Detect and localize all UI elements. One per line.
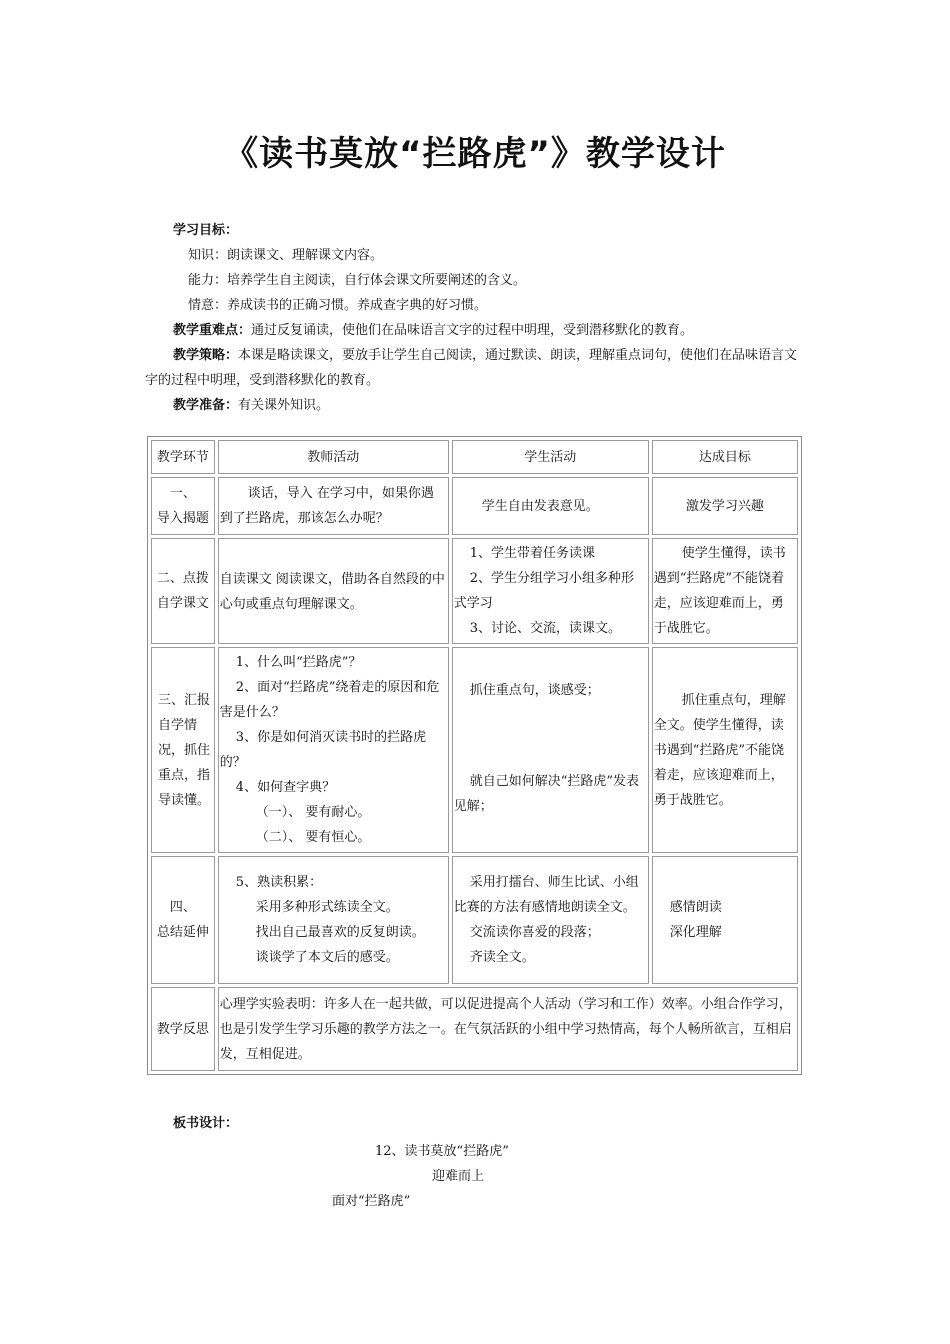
strategy-text: 本课是略读课文，要放手让学生自己阅读，通过默读、朗读，理解重点词句，使他们在品味语言文字的过程中明理，受到潜移默化的教育。	[145, 348, 798, 388]
stage-cell	[151, 647, 215, 853]
student-cell	[452, 647, 649, 853]
student-line: 抓住重点句，谈感受；	[469, 683, 600, 698]
strategy-label: 教学策略：	[173, 348, 239, 363]
teacher-line: 4、如何查字典？	[235, 780, 336, 795]
student-line: 交流读你喜爱的段落；	[469, 925, 600, 940]
preparation	[173, 393, 329, 418]
strategy	[145, 343, 810, 393]
header-student: 学生活动	[452, 440, 649, 474]
student-line: 就自己如何解决“拦路虎”发表见解；	[453, 774, 640, 814]
teacher-cell	[218, 647, 449, 853]
student-line: 学生自由发表意见。	[481, 498, 599, 514]
goal-cell	[652, 647, 798, 853]
teacher-line: 自读课文 阅读课文，借助各自然段的中心句或重点句理解课文。	[219, 572, 445, 612]
stage-line: 自学课文	[156, 596, 209, 611]
student-cell	[452, 538, 649, 644]
key-points	[173, 318, 693, 343]
student-line: 3、讨论、交流，读课文。	[469, 621, 622, 636]
student-line: 采用打擂台、师生比试、小组比赛的方法有感情地朗读全文。	[453, 875, 639, 915]
preparation-label: 教学准备：	[173, 398, 239, 413]
stage-cell	[151, 538, 215, 644]
board-line-1: 迎难而上	[432, 1169, 485, 1184]
teacher-line: 采用多种形式练读全文。	[255, 900, 399, 915]
student-cell	[452, 856, 649, 984]
goal-line: 感情朗读	[669, 900, 722, 915]
table-row	[151, 856, 798, 984]
teacher-cell	[218, 538, 449, 644]
student-cell	[452, 477, 649, 535]
board-line-2: 面对“拦路虎”	[332, 1194, 411, 1209]
teacher-line: 3、你是如何消灭读书时的拦路虎的？	[219, 730, 427, 770]
stage-cell	[151, 477, 215, 535]
preparation-text: 有关课外知识。	[238, 398, 330, 413]
goal-line: 深化理解	[669, 925, 722, 940]
goal-cell	[652, 477, 798, 535]
teacher-line: 谈谈学了本文后的感受。	[255, 950, 399, 965]
objectives-heading: 学习目标：	[173, 223, 239, 238]
teacher-line: 5、熟读积累：	[235, 875, 323, 890]
stage-line: 一、	[169, 486, 196, 501]
board-heading: 板书设计：	[173, 1116, 239, 1131]
goal-line: 使学生懂得，读书遇到“拦路虎”不能饶着走，应该迎难而上，勇于战胜它。	[653, 546, 786, 636]
key-points-text: 通过反复诵读，使他们在品味语言文字的过程中明理，受到潜移默化的教育。	[251, 323, 694, 338]
goal-cell	[652, 538, 798, 644]
reflection-text: 心理学实验表明：许多人在一起共做，可以促进提高个人活动（学习和工作）效率。小组合作学习，也是引发学生学习乐趣的教学方法之一。在气氛活跃的小组中学习热情高，每个人畅所欲言，互相启发，互相促进。	[218, 987, 798, 1071]
table-row	[151, 538, 798, 644]
stage-line: 总结延伸	[156, 925, 209, 940]
header-goal: 达成目标	[652, 440, 798, 474]
teacher-line: （一）、 要有耐心。	[255, 805, 371, 820]
teacher-line: （二）、 要有恒心。	[255, 830, 371, 845]
header-stage: 教学环节	[151, 440, 215, 474]
teacher-line: 1、什么叫“拦路虎”？	[235, 655, 362, 670]
goal-line: 抓住重点句，理解全文。使学生懂得，读书遇到“拦路虎”不能饶着走，应该迎难而上，勇于战胜它。	[653, 692, 786, 808]
stage-line: 二、点拨	[156, 571, 209, 586]
stage-line: 三、汇报自学情况，抓住重点，指导读懂。	[158, 692, 211, 808]
table-row	[151, 477, 798, 535]
objective-attitude: 情意：养成读书的正确习惯。养成查字典的好习惯。	[188, 298, 488, 313]
table-header-row	[151, 440, 798, 474]
teacher-line: 谈话，导入 在学习中，如果你遇到了拦路虎，那该怎么办呢？	[219, 486, 434, 526]
key-points-label: 教学重难点：	[173, 323, 252, 338]
table-row	[151, 647, 798, 853]
teacher-line: 找出自己最喜欢的反复朗读。	[255, 925, 425, 940]
objective-knowledge: 知识：朗读课文、理解课文内容。	[188, 248, 384, 263]
objective-ability: 能力：培养学生自主阅读，自行体会课文所要阐述的含义。	[188, 273, 527, 288]
goal-cell	[652, 856, 798, 984]
goal-line: 激发学习兴趣	[685, 498, 764, 514]
table-row-reflection	[151, 987, 798, 1071]
student-line: 1、学生带着任务读课	[469, 546, 596, 561]
stage-cell	[151, 856, 215, 984]
stage-line: 导入揭题	[156, 511, 209, 526]
student-line: 齐读全文。	[469, 950, 535, 965]
teacher-cell	[218, 477, 449, 535]
lesson-plan-table	[147, 436, 802, 1075]
stage-line: 四、	[169, 900, 196, 915]
header-teacher: 教师活动	[218, 440, 449, 474]
teacher-line: 2、面对“拦路虎”绕着走的原因和危害是什么？	[219, 680, 440, 720]
teacher-cell	[218, 856, 449, 984]
student-line: 2、学生分组学习小组多种形式学习	[453, 571, 635, 611]
board-line-title: 12、读书莫放“拦路虎”	[375, 1144, 509, 1159]
page-title: 《读书莫放“拦路虎”》教学设计	[224, 134, 726, 174]
reflection-label: 教学反思	[151, 987, 215, 1071]
